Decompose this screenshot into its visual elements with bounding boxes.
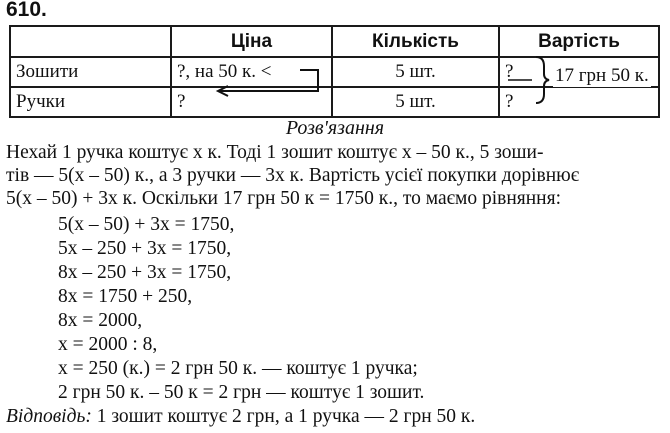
row-quantity: 5 шт. — [332, 87, 499, 117]
paragraph-line: тів — 5(x – 50) к., а 3 ручки — 3x к. Вартість усієї покупки дорівнює — [6, 165, 580, 186]
answer-label: Відповідь: — [6, 406, 92, 427]
equation-line: 5(x – 50) + 3x = 1750, — [58, 214, 235, 235]
equation-line: x = 250 (к.) = 2 грн 50 к. — коштує 1 ручка; — [58, 358, 418, 379]
solution-heading: Розв'язання — [285, 117, 385, 139]
header-cost: Вартість — [499, 26, 659, 57]
header-cell — [10, 26, 171, 57]
header-quantity: Кількість — [332, 26, 499, 57]
equation-line: 8x – 250 + 3x = 1750, — [58, 262, 232, 283]
problem-number: 610. — [6, 0, 47, 21]
row-label: Зошити — [10, 57, 171, 87]
row-cost: ? — [499, 57, 659, 87]
table-row — [10, 87, 659, 117]
row-price: ?, на 50 к. < — [171, 57, 332, 87]
row-price: ? — [171, 87, 332, 117]
row-quantity: 5 шт. — [332, 57, 499, 87]
total-cost: 17 грн 50 к. — [555, 65, 649, 86]
answer-text: 1 зошит коштує 2 грн, а 1 ручка — 2 грн 50 к. — [91, 406, 476, 427]
row-cost: ? — [499, 87, 659, 117]
equation-line: 5x – 250 + 3x = 1750, — [58, 238, 232, 259]
row-label: Ручки — [10, 87, 171, 117]
header-price: Ціна — [171, 26, 332, 57]
table-header-row — [10, 26, 659, 57]
answer-line — [6, 406, 475, 428]
equation-line: 8x = 2000, — [58, 310, 143, 331]
equation-line: 2 грн 50 к. – 50 к = 2 грн — коштує 1 зошит. — [58, 382, 425, 403]
equation-line: 8x = 1750 + 250, — [58, 286, 193, 307]
paragraph-line: Нехай 1 ручка коштує x к. Тоді 1 зошит коштує x – 50 к., 5 зоши- — [6, 142, 544, 163]
equation-line: x = 2000 : 8, — [58, 334, 158, 355]
paragraph-line: 5(x – 50) + 3x к. Оскільки 17 грн 50 к = 1750 к., то маємо рівняння: — [6, 188, 561, 209]
